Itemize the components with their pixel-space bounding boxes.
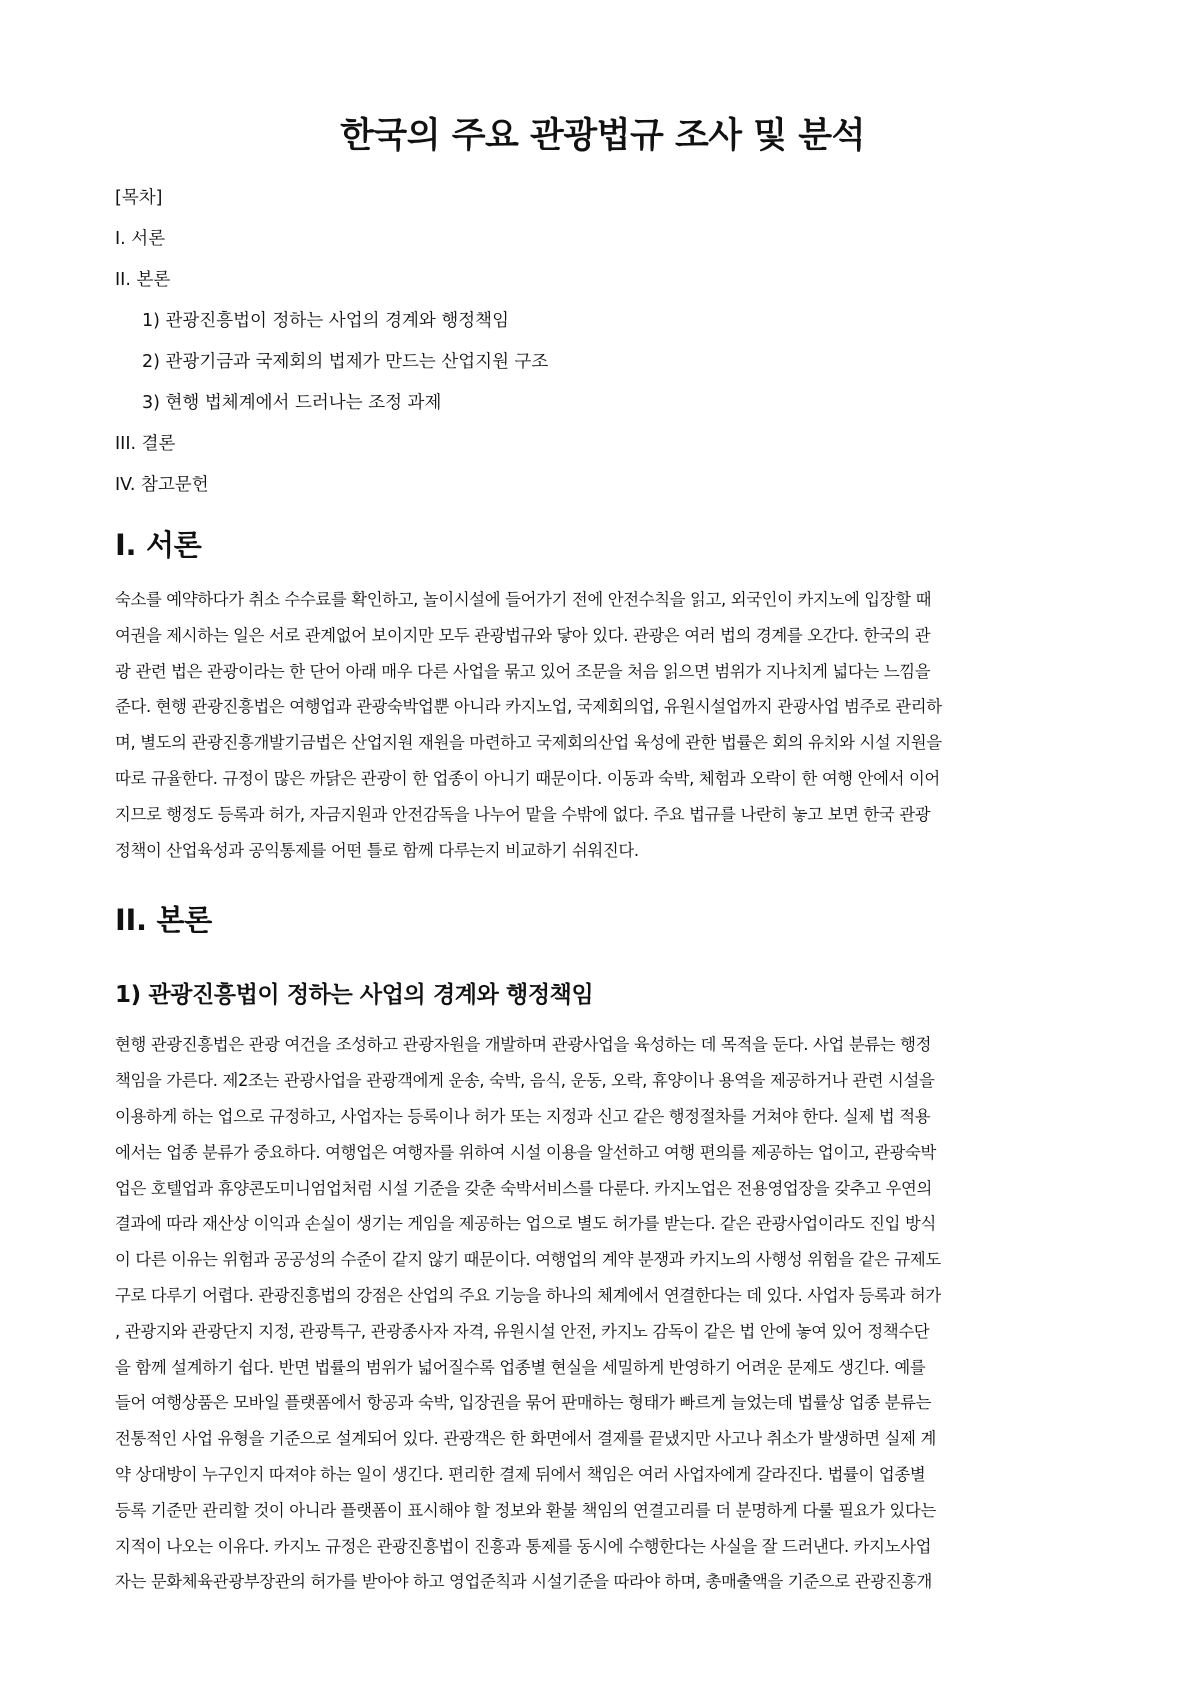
- paragraph-line: 을 함께 설계하기 쉽다. 반면 법률의 범위가 넓어질수록 업종별 현실을 세밀하게 반영하기 어려운 문제도 생긴다. 예를: [115, 1357, 926, 1377]
- paragraph-line: 약 상대방이 누구인지 따져야 하는 일이 생긴다. 편리한 결제 뒤에서 책임은 여러 사업자에게 갈라진다. 법률이 업종별: [115, 1464, 926, 1484]
- toc-item-conclusion: III. 결론: [115, 434, 176, 454]
- paragraph-line: 결과에 따라 재산상 이익과 손실이 생기는 게임을 제공하는 업으로 별도 허가를 받는다. 같은 관광사업이라도 진입 방식: [115, 1214, 936, 1234]
- paragraph-line: 업은 호텔업과 휴양콘도미니엄업처럼 시설 기준을 갖춘 숙박서비스를 다룬다. 카지노업은 전용영업장을 갖추고 우연의: [115, 1178, 933, 1198]
- toc-item-main-body: II. 본론: [115, 270, 171, 290]
- paragraph-line: 현행 관광진흥법은 관광 여건을 조성하고 관광자원을 개발하며 관광사업을 육성하는 데 목적을 둔다. 사업 분류는 행정: [115, 1035, 932, 1055]
- paragraph-line: 등록 기준만 관리할 것이 아니라 플랫폼이 표시해야 할 정보와 환불 책임의 연결고리를 더 분명하게 다룰 필요가 있다는: [115, 1500, 936, 1520]
- document-title: 한국의 주요 관광법규 조사 및 분석: [340, 116, 865, 156]
- paragraph-line: 지적이 나오는 이유다. 카지노 규정은 관광진흥법이 진흥과 통제를 동시에 수행한다는 사실을 잘 드러낸다. 카지노사업: [115, 1536, 932, 1556]
- paragraph-line: 이 다른 이유는 위험과 공공성의 수준이 같지 않기 때문이다. 여행업의 계약 분쟁과 카지노의 사행성 위험을 같은 규제도: [115, 1250, 941, 1270]
- paragraph-line: 광 관련 법은 관광이라는 한 단어 아래 매우 다른 사업을 묶고 있어 조문을 처음 읽으면 범위가 지나치게 넓다는 느낌을: [115, 661, 931, 681]
- paragraph-line: 준다. 현행 관광진흥법은 여행업과 관광숙박업뿐 아니라 카지노업, 국제회의업, 유원시설업까지 관광사업 범주로 관리하: [115, 697, 942, 717]
- toc-heading: [목차]: [115, 188, 163, 208]
- paragraph-line: 따로 규율한다. 규정이 많은 까닭은 관광이 한 업종이 아니기 때문이다. 이동과 숙박, 체험과 오락이 한 여행 안에서 이어: [115, 768, 940, 788]
- paragraph-line: 숙소를 예약하다가 취소 수수료를 확인하고, 놀이시설에 들어가기 전에 안전수칙을 읽고, 외국인이 카지노에 입장할 때: [115, 590, 932, 609]
- toc-item-references: IV. 참고문헌: [115, 475, 209, 495]
- paragraph-line: 지므로 행정도 등록과 허가, 자금지원과 안전감독을 나누어 맡을 수밖에 없다. 주요 법규를 나란히 놓고 보면 한국 관광: [115, 804, 931, 824]
- table-of-contents: [115, 186, 1090, 498]
- paragraph-line: 들어 여행상품은 모바일 플랫폼에서 항공과 숙박, 입장권을 묶어 판매하는 형태가 빠르게 늘었는데 법률상 업종 분류는: [115, 1393, 932, 1413]
- subsection-heading-1: 1) 관광진흥법이 정하는 사업의 경계와 행정책임: [115, 982, 594, 1009]
- paragraph-line: 여권을 제시하는 일은 서로 관계없어 보이지만 모두 관광법규와 닿아 있다. 관광은 여러 법의 경계를 오간다. 한국의 관: [115, 625, 931, 645]
- paragraph-line: 자는 문화체육관광부장관의 허가를 받아야 하고 영업준칙과 시설기준을 따라야 하며, 총매출액을 기준으로 관광진흥개: [115, 1572, 933, 1592]
- introduction-paragraph: [115, 582, 1090, 868]
- toc-item-subsection-3: 3) 현행 법체계에서 드러나는 조정 과제: [142, 393, 442, 413]
- subsection-1-paragraph: [115, 1027, 1090, 1600]
- paragraph-line: 책임을 가른다. 제2조는 관광사업을 관광객에게 운송, 숙박, 음식, 운동, 오락, 휴양이나 용역을 제공하거나 관련 시설을: [115, 1071, 935, 1091]
- toc-item-subsection-2: 2) 관광기금과 국제회의 법제가 만드는 산업지원 구조: [142, 352, 549, 372]
- paragraph-line: 구로 다루기 어렵다. 관광진흥법의 강점은 산업의 주요 기능을 하나의 체계에서 연결한다는 데 있다. 사업자 등록과 허가: [115, 1285, 941, 1305]
- paragraph-line: 에서는 업종 분류가 중요하다. 여행업은 여행자를 위하여 시설 이용을 알선하고 여행 편의를 제공하는 업이고, 관광숙박: [115, 1142, 936, 1162]
- toc-item-subsection-1: 1) 관광진흥법이 정하는 사업의 경계와 행정책임: [142, 311, 509, 331]
- toc-item-introduction: I. 서론: [115, 229, 166, 249]
- paragraph-line: 며, 별도의 관광진흥개발기금법은 산업지원 재원을 마련하고 국제회의산업 육성에 관한 법률은 회의 유치와 시설 지원을: [115, 733, 942, 753]
- section-heading-main-body: II. 본론: [115, 903, 212, 938]
- paragraph-line: 정책이 산업육성과 공익통제를 어떤 틀로 함께 다루는지 비교하기 쉬워진다.: [115, 840, 639, 860]
- paragraph-line: , 관광지와 관광단지 지정, 관광특구, 관광종사자 자격, 유원시설 안전, 카지노 감독이 같은 법 안에 놓여 있어 정책수단: [115, 1321, 930, 1341]
- paragraph-line: 이용하게 하는 업으로 규정하고, 사업자는 등록이나 허가 또는 지정과 신고 같은 행정절차를 거쳐야 한다. 실제 법 적용: [115, 1106, 931, 1126]
- paragraph-line: 전통적인 사업 유형을 기준으로 설계되어 있다. 관광객은 한 화면에서 결제를 끝냈지만 사고나 취소가 발생하면 실제 계: [115, 1429, 936, 1449]
- section-heading-introduction: I. 서론: [115, 528, 202, 562]
